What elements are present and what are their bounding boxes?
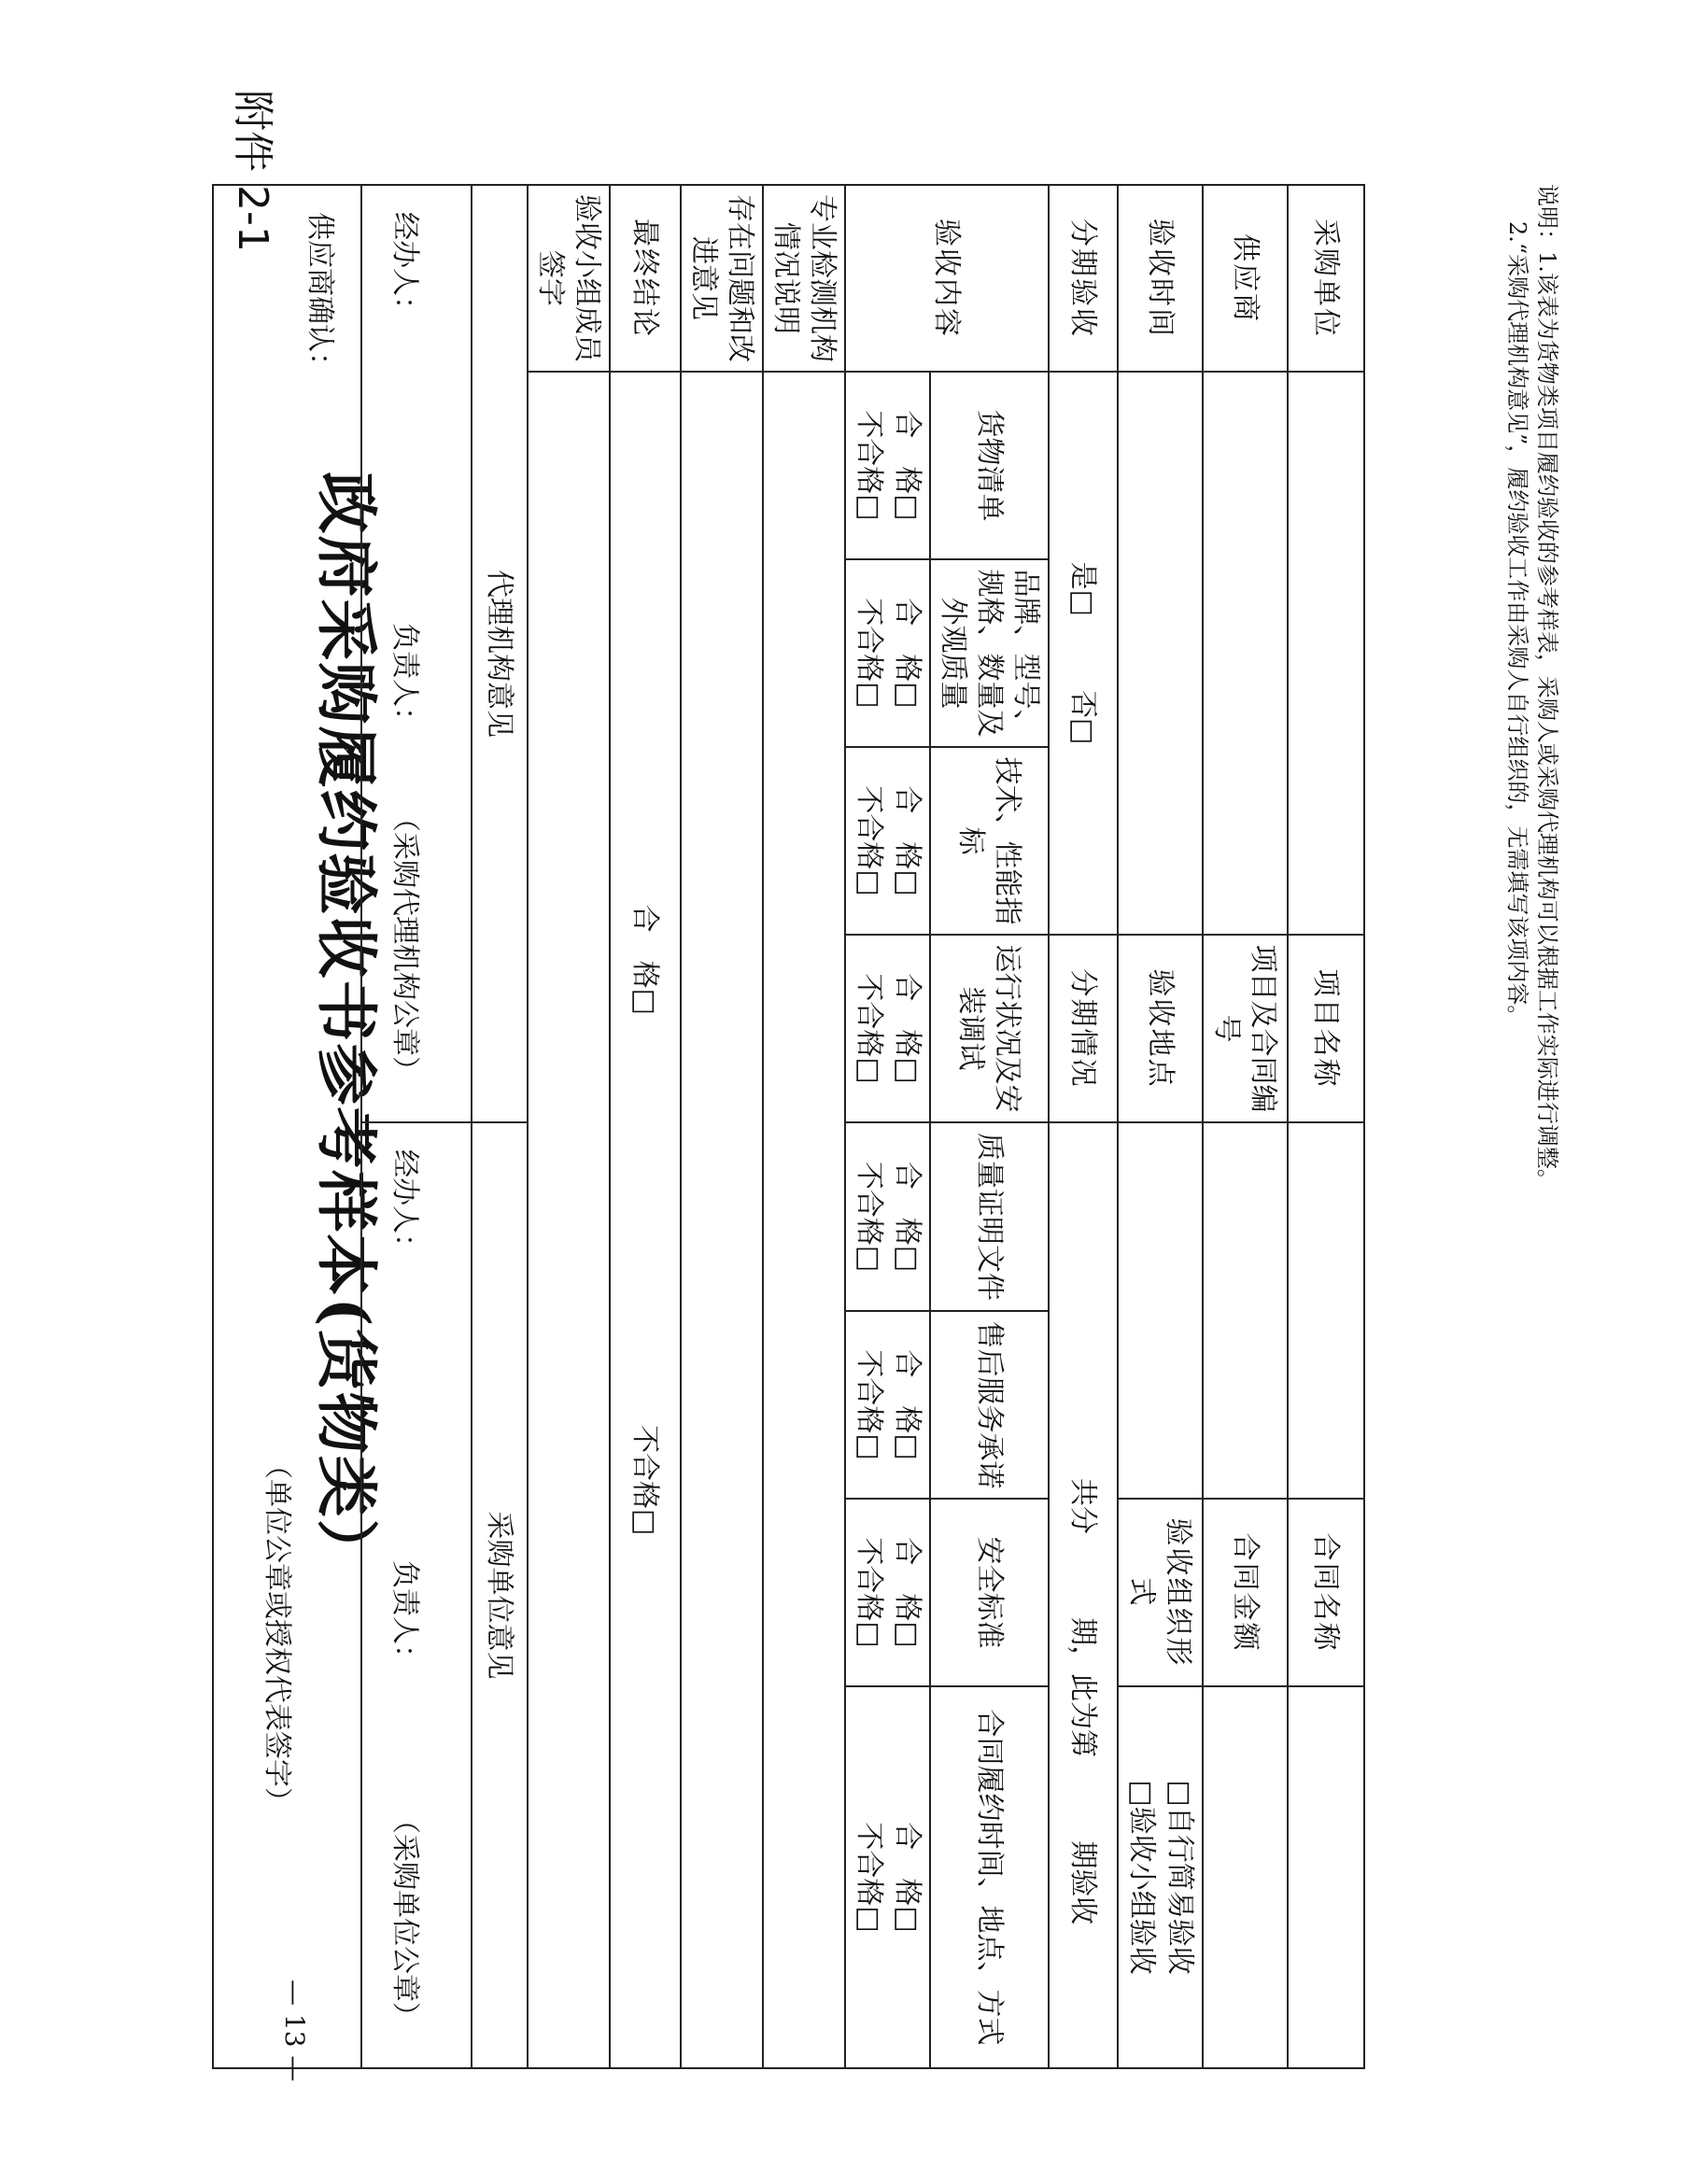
agency-seal-label: （采购代理机构公章） [388, 804, 421, 1085]
acceptance-form-table [212, 184, 1365, 2069]
value-inspection-notes[interactable] [763, 372, 845, 2068]
label-supplier: 供应商 [1203, 185, 1288, 372]
staged-middle-text: 期，此为第 [1066, 1617, 1100, 1758]
final-fail-checkbox[interactable]: 不合格□ [628, 1425, 662, 1536]
purchaser-seal-label: （采购单位公章） [388, 1806, 421, 2031]
final-conclusion-options [610, 372, 681, 2068]
org-form-options [1118, 1686, 1203, 2068]
row-supplier-confirm [213, 185, 361, 2068]
content-item-name: 品牌、型号、规格、数量及外观质量 [930, 559, 1049, 747]
label-purchaser-opinion: 采购单位意见 [472, 1122, 528, 2068]
fail-checkbox[interactable]: 不合格□ [853, 1537, 886, 1648]
row-opinion-headers [472, 185, 528, 2068]
content-item-result [845, 1499, 930, 1686]
row-opinion-bodies [361, 185, 472, 2068]
label-acceptance-time: 验收时间 [1118, 185, 1203, 372]
pass-checkbox[interactable]: 合 格□ [891, 598, 923, 709]
fail-checkbox[interactable]: 不合格□ [853, 973, 886, 1084]
fail-checkbox[interactable]: 不合格□ [853, 410, 886, 521]
pass-checkbox[interactable]: 合 格□ [891, 973, 923, 1084]
staged-status-text [1049, 1122, 1118, 2068]
fail-checkbox[interactable]: 不合格□ [853, 598, 886, 709]
value-project-name[interactable] [1288, 1122, 1364, 1499]
rotated-page [162, 0, 1706, 2184]
purchaser-opinion-box[interactable] [361, 1122, 472, 2068]
label-agency-opinion: 代理机构意见 [472, 185, 528, 1122]
staged-suffix-text: 期验收 [1066, 1840, 1100, 1925]
pass-checkbox[interactable]: 合 格□ [891, 785, 923, 896]
label-project-name: 项目名称 [1288, 935, 1364, 1122]
content-item-result [845, 1311, 930, 1499]
content-item-name: 合同履约时间、地点、方式 [930, 1686, 1049, 2068]
staged-yes-no [1049, 372, 1118, 935]
content-item-result [845, 559, 930, 747]
purchaser-handler-label: 经办人：负责人： [388, 1149, 421, 1673]
staged-yes-checkbox[interactable]: 是□ [1066, 561, 1100, 616]
page-number: — 13 — [279, 1980, 310, 2082]
agency-handler-label: 经办人：负责人： [388, 212, 421, 735]
content-item-name: 安全标准 [930, 1499, 1049, 1686]
value-group-sign[interactable] [528, 372, 610, 2068]
option-simple-acceptance-checkbox[interactable]: □自行简易验收 [1163, 1780, 1196, 1975]
label-purchaser: 采购单位 [1288, 185, 1364, 372]
row-content-items [930, 185, 1049, 2068]
row-supplier [1203, 185, 1288, 2068]
content-item-name: 运行状况及安装调试 [930, 935, 1049, 1122]
label-issues: 存在问题和改进意见 [681, 185, 763, 372]
label-acceptance-content: 验收内容 [845, 185, 1049, 372]
row-acceptance-time [1118, 185, 1203, 2068]
row-purchaser [1288, 185, 1364, 2068]
row-staged [1049, 185, 1118, 2068]
label-supplier-confirm: 供应商确认： [303, 212, 336, 380]
label-final-conclusion: 最终结论 [610, 185, 681, 372]
label-contract-amount: 合同金额 [1203, 1499, 1288, 1686]
content-item-name: 质量证明文件 [930, 1122, 1049, 1311]
content-item-name: 售后服务承诺 [930, 1311, 1049, 1499]
content-item-result [845, 1686, 930, 2068]
value-issues[interactable] [681, 372, 763, 2068]
fail-checkbox[interactable]: 不合格□ [853, 1161, 886, 1273]
value-contract-amount[interactable] [1203, 1686, 1288, 2068]
value-acceptance-place[interactable] [1118, 1122, 1203, 1499]
option-group-acceptance-checkbox[interactable]: □验收小组验收 [1125, 1780, 1159, 1975]
row-inspection-notes [763, 185, 845, 2068]
content-item-result [845, 372, 930, 559]
label-contract-name: 合同名称 [1288, 1499, 1364, 1686]
final-pass-checkbox[interactable]: 合 格□ [628, 904, 662, 1015]
content-item-result [845, 1122, 930, 1311]
pass-checkbox[interactable]: 合 格□ [891, 1537, 923, 1648]
row-issues [681, 185, 763, 2068]
content-item-name: 技术、性能指标 [930, 747, 1049, 935]
fail-checkbox[interactable]: 不合格□ [853, 1349, 886, 1460]
value-acceptance-time[interactable] [1118, 372, 1203, 935]
value-supplier[interactable] [1203, 372, 1288, 935]
label-inspection-notes: 专业检测机构情况说明 [763, 185, 845, 372]
fail-checkbox[interactable]: 不合格□ [853, 1822, 886, 1933]
label-acceptance-org-form: 验收组织形式 [1118, 1499, 1203, 1686]
agency-opinion-box[interactable] [361, 185, 472, 1122]
pass-checkbox[interactable]: 合 格□ [891, 1349, 923, 1460]
pass-checkbox[interactable]: 合 格□ [891, 1161, 923, 1273]
staged-total-prefix: 共分 [1066, 1478, 1100, 1535]
notes [1502, 184, 1562, 1191]
pass-checkbox[interactable]: 合 格□ [891, 410, 923, 521]
value-project-contract-no[interactable] [1203, 1122, 1288, 1499]
annex-label: 附件 2-1 [229, 90, 276, 252]
label-staged-acceptance: 分期验收 [1049, 185, 1118, 372]
row-content-results [845, 185, 930, 2068]
page-title: 政府采购履约验收书参考样本(货物类） [310, 472, 383, 1583]
label-group-sign: 验收小组成员签字 [528, 185, 610, 372]
row-final-conclusion [610, 185, 681, 2068]
fail-checkbox[interactable]: 不合格□ [853, 785, 886, 896]
content-item-result [845, 747, 930, 935]
content-item-name: 货物清单 [930, 372, 1049, 559]
note-line: 说明：1.该表为货物类项目履约验收的参考样表，采购人或采购代理机构可以根据工作实际进行调整。 [1534, 184, 1560, 1191]
row-group-sign [528, 185, 610, 2068]
label-acceptance-place: 验收地点 [1118, 935, 1203, 1122]
label-project-contract-no: 项目及合同编号 [1203, 935, 1288, 1122]
pass-checkbox[interactable]: 合 格□ [891, 1822, 923, 1933]
note-line: 2.“采购代理机构意见”，履约验收工作由采购人自行组织的，无需填写该项内容。 [1504, 221, 1530, 1028]
supplier-seal-label: （单位公章或授权代表签字） [261, 1451, 293, 1816]
value-contract-name[interactable] [1288, 1686, 1364, 2068]
content-item-result [845, 935, 930, 1122]
value-purchaser[interactable] [1288, 372, 1364, 935]
staged-no-checkbox[interactable]: 否□ [1066, 690, 1100, 745]
label-staged-status: 分期情况 [1049, 935, 1118, 1122]
supplier-confirm-box[interactable] [213, 185, 361, 2068]
